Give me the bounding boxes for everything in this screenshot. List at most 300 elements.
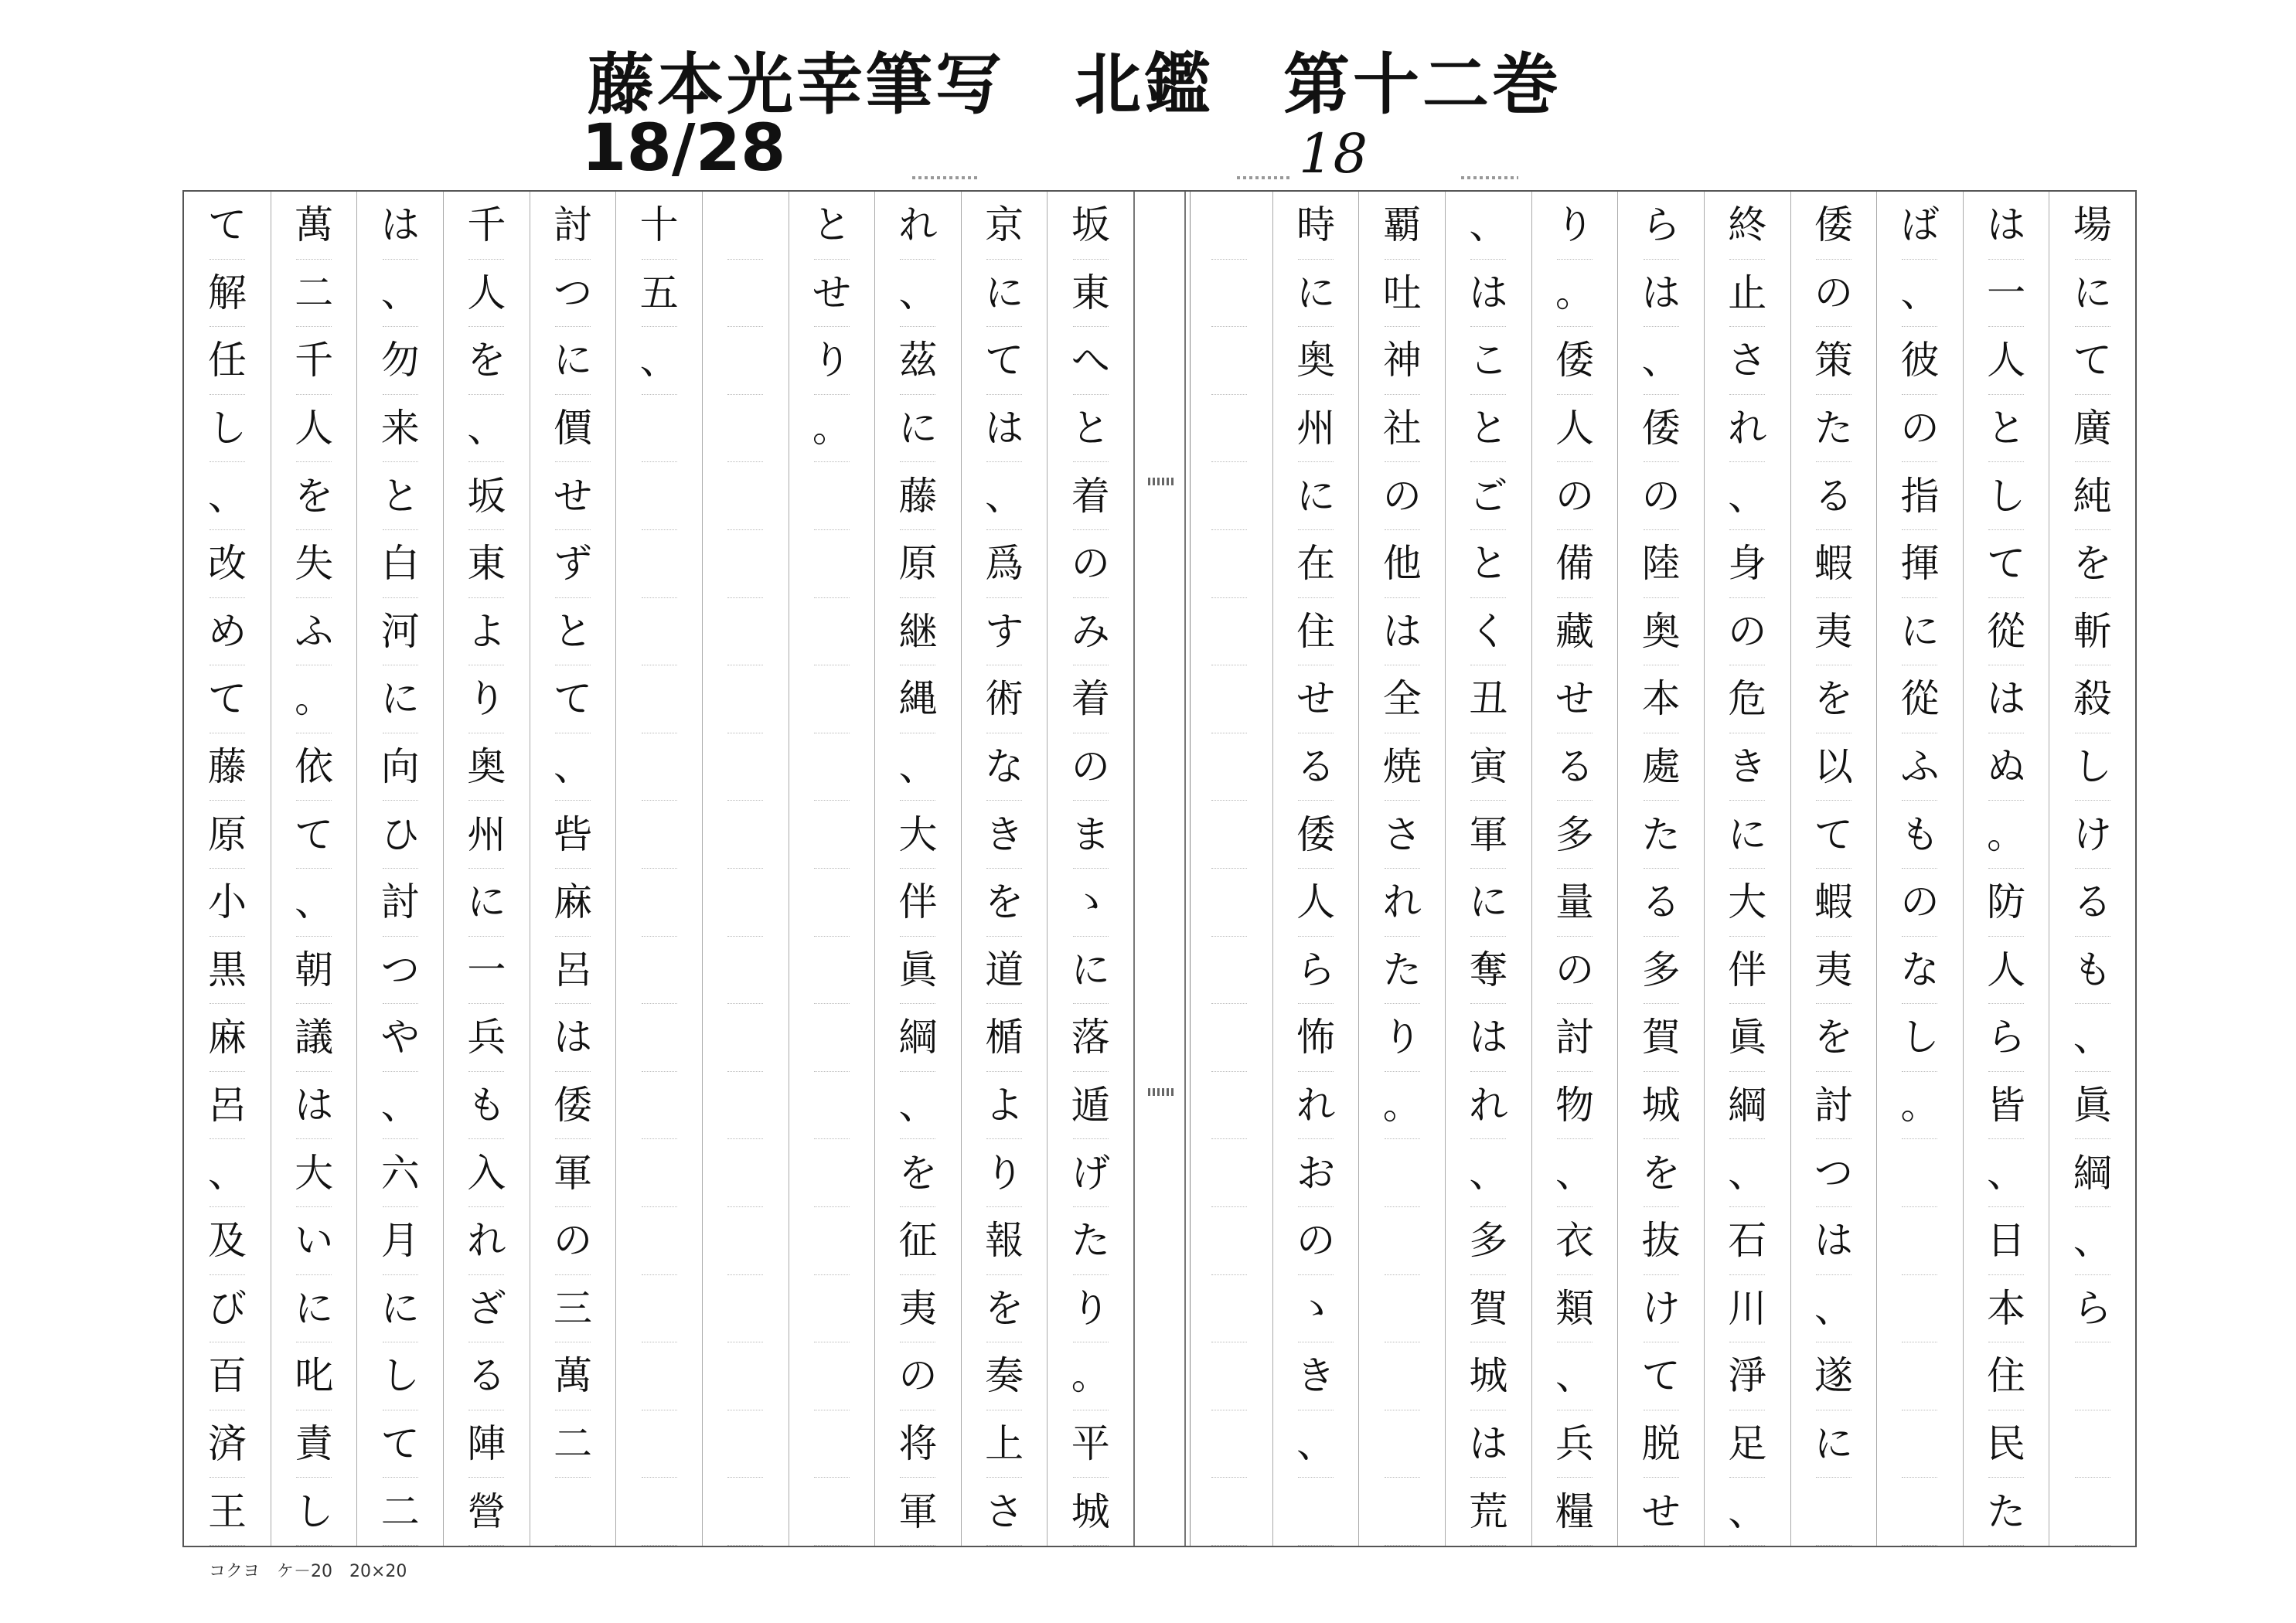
manuscript-cell: せ (1644, 1478, 1679, 1546)
manuscript-cell: 危 (1729, 665, 1765, 733)
manuscript-cell (642, 395, 677, 463)
manuscript-cell: 。 (1902, 1072, 1937, 1140)
manuscript-cell: の (1816, 260, 1851, 328)
manuscript-cell: 指 (1902, 462, 1937, 530)
manuscript-cell: 價 (555, 395, 591, 463)
manuscript-cell: 千 (296, 327, 332, 395)
manuscript-cell: 二 (296, 260, 332, 328)
manuscript-cell (727, 1342, 763, 1410)
manuscript-cell: 人 (296, 395, 332, 463)
manuscript-cell: 石 (1729, 1207, 1765, 1275)
manuscript-cell: の (1073, 733, 1109, 801)
manuscript-cell: び (210, 1275, 245, 1343)
manuscript-cell: せ (814, 260, 850, 328)
manuscript-cell: 任 (210, 327, 245, 395)
manuscript-cell: 覇 (1385, 192, 1420, 260)
manuscript-cell (642, 1275, 677, 1343)
manuscript-cell (1211, 1004, 1247, 1072)
manuscript-cell: 類 (1557, 1275, 1593, 1343)
manuscript-cell: 白 (383, 530, 418, 598)
manuscript-cell: 。 (1385, 1072, 1420, 1140)
manuscript-cell: て (1988, 530, 2024, 598)
manuscript-cell (1211, 1478, 1247, 1546)
manuscript-cell (642, 801, 677, 869)
manuscript-cell (1211, 937, 1247, 1005)
manuscript-cell (727, 1072, 763, 1140)
manuscript-cell: 済 (210, 1410, 245, 1478)
manuscript-cell: て (296, 801, 332, 869)
manuscript-cell: な (1902, 937, 1937, 1005)
manuscript-cell: の (900, 1342, 935, 1410)
manuscript-cell: の (1557, 937, 1593, 1005)
manuscript-cell: に (1729, 801, 1765, 869)
manuscript-cell: 、 (1729, 1478, 1765, 1546)
manuscript-cell: 藤 (210, 733, 245, 801)
manuscript-cell: 丑 (1470, 665, 1506, 733)
manuscript-cell (1211, 1207, 1247, 1275)
manuscript-cell: ず (555, 530, 591, 598)
manuscript-column (1272, 192, 1359, 1546)
manuscript-cell: ご (1470, 462, 1506, 530)
manuscript-column (530, 192, 616, 1546)
manuscript-cell: を (1816, 665, 1851, 733)
manuscript-cell (1902, 1207, 1937, 1275)
manuscript-cell: 、 (642, 327, 677, 395)
manuscript-cell: 、 (1988, 1139, 2024, 1207)
manuscript-cell (814, 1410, 850, 1478)
manuscript-cell: れ (1470, 1072, 1506, 1140)
divider (1461, 176, 1518, 179)
manuscript-cell: 黒 (210, 937, 245, 1005)
manuscript-cell: ぬ (1988, 733, 2024, 801)
manuscript-left-half (184, 192, 1135, 1546)
manuscript-cell: 足 (1729, 1410, 1765, 1478)
manuscript-cell: 奥 (1644, 598, 1679, 666)
manuscript-cell: つ (1816, 1139, 1851, 1207)
manuscript-cell: 殺 (2075, 665, 2110, 733)
manuscript-cell (1211, 801, 1247, 869)
manuscript-cell: 量 (1557, 869, 1593, 937)
manuscript-cell: 。 (296, 665, 332, 733)
manuscript-column (271, 192, 357, 1546)
manuscript-cell: に (1816, 1410, 1851, 1478)
manuscript-cell: は (1644, 260, 1679, 328)
manuscript-cell (814, 1207, 850, 1275)
paper-brand: コクヨ ケ－20 20×20 (209, 1562, 407, 1581)
manuscript-cell: に (1902, 598, 1937, 666)
manuscript-cell: て (210, 192, 245, 260)
manuscript-cell (1298, 1478, 1334, 1546)
manuscript-cell: れ (1385, 869, 1420, 937)
manuscript-cell: 處 (1644, 733, 1679, 801)
manuscript-cell: て (2075, 327, 2110, 395)
manuscript-cell: 本 (1988, 1275, 2024, 1343)
manuscript-cell (642, 937, 677, 1005)
manuscript-cell: 麻 (210, 1004, 245, 1072)
manuscript-cell (727, 1275, 763, 1343)
manuscript-cell: し (2075, 733, 2110, 801)
manuscript-cell: 脱 (1644, 1410, 1679, 1478)
manuscript-cell: 一 (468, 937, 504, 1005)
manuscript-cell: て (1644, 1342, 1679, 1410)
manuscript-cell: 叱 (296, 1342, 332, 1410)
manuscript-cell: 賀 (1470, 1275, 1506, 1343)
manuscript-cell: を (986, 869, 1022, 937)
manuscript-cell: せ (1557, 665, 1593, 733)
manuscript-cell: 人 (1988, 937, 2024, 1005)
manuscript-cell: 、 (1729, 462, 1765, 530)
manuscript-cell (642, 1478, 677, 1546)
manuscript-cell: り (1557, 192, 1593, 260)
manuscript-cell (1902, 1275, 1937, 1343)
manuscript-cell: 二 (555, 1410, 591, 1478)
manuscript-cell: 夷 (1816, 598, 1851, 666)
manuscript-cell (642, 1342, 677, 1410)
manuscript-cell: け (1644, 1275, 1679, 1343)
manuscript-cell: に (296, 1275, 332, 1343)
manuscript-cell: 河 (383, 598, 418, 666)
manuscript-cell: お (1298, 1139, 1334, 1207)
manuscript-cell: を (296, 462, 332, 530)
manuscript-cell (1211, 530, 1247, 598)
manuscript-cell: れ (468, 1207, 504, 1275)
manuscript-cell (814, 598, 850, 666)
manuscript-cell (2075, 1478, 2110, 1546)
manuscript-cell: 、 (1902, 260, 1937, 328)
manuscript-cell: 依 (296, 733, 332, 801)
manuscript-cell: と (814, 192, 850, 260)
manuscript-cell: れ (900, 192, 935, 260)
manuscript-cell (642, 1004, 677, 1072)
manuscript-cell: ざ (468, 1275, 504, 1343)
manuscript-cell: 本 (1644, 665, 1679, 733)
manuscript-cell: 月 (383, 1207, 418, 1275)
manuscript-cell: 人 (1298, 869, 1334, 937)
manuscript-cell: は (986, 395, 1022, 463)
manuscript-cell: く (1470, 598, 1506, 666)
manuscript-cell (1211, 192, 1247, 260)
manuscript-cell: ゝ (1073, 869, 1109, 937)
manuscript-cell: 以 (1816, 733, 1851, 801)
manuscript-cell: 綱 (900, 1004, 935, 1072)
manuscript-cell: 兵 (468, 1004, 504, 1072)
manuscript-cell: と (1988, 395, 2024, 463)
divider (1237, 176, 1291, 179)
manuscript-cell (727, 598, 763, 666)
manuscript-cell: 、 (1816, 1275, 1851, 1343)
manuscript-cell: て (555, 665, 591, 733)
manuscript-cell (1902, 1139, 1937, 1207)
manuscript-cell: 責 (296, 1410, 332, 1478)
manuscript-cell: て (210, 665, 245, 733)
manuscript-cell: と (383, 462, 418, 530)
manuscript-column (1617, 192, 1704, 1546)
manuscript-cell: 、 (986, 462, 1022, 530)
manuscript-cell: 終 (1729, 192, 1765, 260)
manuscript-cell (1211, 1139, 1247, 1207)
manuscript-cell: た (1644, 801, 1679, 869)
manuscript-column (1876, 192, 1963, 1546)
manuscript-cell: の (1729, 598, 1765, 666)
manuscript-cell: と (1470, 530, 1506, 598)
manuscript-cell: 綱 (1729, 1072, 1765, 1140)
manuscript-cell: 茲 (900, 327, 935, 395)
manuscript-cell (727, 869, 763, 937)
manuscript-cell: 在 (1298, 530, 1334, 598)
manuscript-cell: 眞 (2075, 1072, 2110, 1140)
manuscript-cell (1211, 1342, 1247, 1410)
manuscript-cell: 、 (1557, 1342, 1593, 1410)
manuscript-cell: 、 (1644, 327, 1679, 395)
manuscript-cell: 遂 (1816, 1342, 1851, 1410)
manuscript-cell: 場 (2075, 192, 2110, 260)
manuscript-cell: ば (1902, 192, 1937, 260)
manuscript-cell: し (210, 395, 245, 463)
manuscript-cell (727, 801, 763, 869)
manuscript-cell: を (468, 327, 504, 395)
manuscript-cell: も (2075, 937, 2110, 1005)
manuscript-cell: 民 (1988, 1410, 2024, 1478)
manuscript-cell: 大 (900, 801, 935, 869)
manuscript-cell: 策 (1816, 327, 1851, 395)
manuscript-cell: 奥 (468, 733, 504, 801)
manuscript-cell: 。 (1557, 260, 1593, 328)
manuscript-column (2049, 192, 2135, 1546)
manuscript-cell: 吐 (1385, 260, 1420, 328)
manuscript-cell: 上 (986, 1410, 1022, 1478)
manuscript-cell (1211, 1072, 1247, 1140)
manuscript-cell (814, 937, 850, 1005)
page-number: 18/28 (581, 110, 786, 185)
manuscript-right-half (1184, 192, 2135, 1546)
manuscript-cell (1211, 869, 1247, 937)
manuscript-cell (642, 1410, 677, 1478)
manuscript-cell: 奪 (1470, 937, 1506, 1005)
manuscript-cell: を (1644, 1139, 1679, 1207)
manuscript-cell (727, 530, 763, 598)
manuscript-cell: 軍 (1470, 801, 1506, 869)
manuscript-cell: ら (1988, 1004, 2024, 1072)
manuscript-cell: 夷 (1816, 937, 1851, 1005)
manuscript-cell: 失 (296, 530, 332, 598)
manuscript-cell: 向 (383, 733, 418, 801)
manuscript-column (1445, 192, 1531, 1546)
manuscript-cell (727, 462, 763, 530)
manuscript-cell (642, 1072, 677, 1140)
manuscript-cell: の (1073, 530, 1109, 598)
manuscript-cell: た (1988, 1478, 2024, 1546)
manuscript-cell: 蝦 (1816, 530, 1851, 598)
manuscript-cell: 百 (210, 1342, 245, 1410)
manuscript-cell: よ (468, 598, 504, 666)
manuscript-cell: 、 (210, 462, 245, 530)
manuscript-cell (814, 801, 850, 869)
manuscript-cell: 爲 (986, 530, 1022, 598)
manuscript-cell: の (1385, 462, 1420, 530)
manuscript-cell: 原 (900, 530, 935, 598)
manuscript-cell: 京 (986, 192, 1022, 260)
manuscript-cell: 楯 (986, 1004, 1022, 1072)
manuscript-cell: 陣 (468, 1410, 504, 1478)
manuscript-cell: 軍 (555, 1139, 591, 1207)
manuscript-cell (555, 1478, 591, 1546)
manuscript-cell: け (2075, 801, 2110, 869)
manuscript-cell: 人 (1988, 327, 2024, 395)
manuscript-cell: 止 (1729, 260, 1765, 328)
manuscript-cell (814, 1275, 850, 1343)
manuscript-cell: き (1298, 1342, 1334, 1410)
manuscript-cell: と (1470, 395, 1506, 463)
manuscript-cell (814, 1004, 850, 1072)
manuscript-cell: る (1816, 462, 1851, 530)
manuscript-cell (727, 1004, 763, 1072)
manuscript-cell: 討 (555, 192, 591, 260)
manuscript-cell: を (986, 1275, 1022, 1343)
manuscript-cell: 大 (296, 1139, 332, 1207)
manuscript-cell: の (1902, 395, 1937, 463)
fold-mark (1148, 478, 1176, 485)
manuscript-cell: 多 (1470, 1207, 1506, 1275)
manuscript-column (443, 192, 530, 1546)
manuscript-cell: の (1644, 462, 1679, 530)
manuscript-cell: ゝ (1298, 1275, 1334, 1343)
manuscript-cell: 着 (1073, 462, 1109, 530)
manuscript-cell: ふ (296, 598, 332, 666)
manuscript-cell: 勿 (383, 327, 418, 395)
manuscript-column (1047, 192, 1133, 1546)
manuscript-cell: 伴 (900, 869, 935, 937)
manuscript-cell (814, 1139, 850, 1207)
manuscript-cell: 抜 (1644, 1207, 1679, 1275)
manuscript-cell: り (986, 1139, 1022, 1207)
manuscript-cell: に (1470, 869, 1506, 937)
manuscript-cell: き (1729, 733, 1765, 801)
manuscript-cell: 多 (1644, 937, 1679, 1005)
manuscript-column (1531, 192, 1618, 1546)
manuscript-cell: 呰 (555, 801, 591, 869)
manuscript-cell: 軍 (900, 1478, 935, 1546)
manuscript-cell (1211, 598, 1247, 666)
manuscript-cell: 多 (1557, 801, 1593, 869)
manuscript-cell: 、 (383, 260, 418, 328)
manuscript-cell: ま (1073, 801, 1109, 869)
manuscript-cell (814, 462, 850, 530)
manuscript-cell (1385, 1275, 1420, 1343)
manuscript-cell: 州 (468, 801, 504, 869)
manuscript-cell: り (468, 665, 504, 733)
manuscript-cell (642, 869, 677, 937)
manuscript-cell: に (2075, 260, 2110, 328)
manuscript-cell (1902, 1410, 1937, 1478)
manuscript-cell: て (986, 327, 1022, 395)
manuscript-column (1186, 192, 1272, 1546)
manuscript-cell: 備 (1557, 530, 1593, 598)
manuscript-cell: 遁 (1073, 1072, 1109, 1140)
manuscript-cell: た (1385, 937, 1420, 1005)
manuscript-cell: 討 (383, 869, 418, 937)
manuscript-cell (1211, 1275, 1247, 1343)
manuscript-cell: 坂 (468, 462, 504, 530)
manuscript-cell: に (900, 395, 935, 463)
manuscript-cell (727, 665, 763, 733)
manuscript-cell: れ (1298, 1072, 1334, 1140)
manuscript-cell (1211, 733, 1247, 801)
manuscript-column (356, 192, 443, 1546)
manuscript-cell: 、 (2075, 1207, 2110, 1275)
manuscript-cell: て (383, 1410, 418, 1478)
manuscript-cell: 萬 (555, 1342, 591, 1410)
manuscript-cell: 原 (210, 801, 245, 869)
manuscript-cell (642, 598, 677, 666)
manuscript-cell: 奥 (1298, 327, 1334, 395)
manuscript-cell: 彼 (1902, 327, 1937, 395)
manuscript-cell: 綱 (2075, 1139, 2110, 1207)
manuscript-cell: 二 (383, 1478, 418, 1546)
manuscript-cell (1385, 1139, 1420, 1207)
manuscript-cell (1211, 1410, 1247, 1478)
manuscript-cell (642, 462, 677, 530)
manuscript-cell: ら (1644, 192, 1679, 260)
manuscript-cell (642, 665, 677, 733)
manuscript-cell: に (1298, 260, 1334, 328)
manuscript-cell: 眞 (900, 937, 935, 1005)
manuscript-cell: 藏 (1557, 598, 1593, 666)
manuscript-cell (727, 1478, 763, 1546)
manuscript-cell: 城 (1073, 1478, 1109, 1546)
manuscript-cell: 從 (1988, 598, 2024, 666)
manuscript-cell: 蝦 (1816, 869, 1851, 937)
manuscript-cell: 東 (1073, 260, 1109, 328)
manuscript-cell: 呂 (210, 1072, 245, 1140)
manuscript-cell: 三 (555, 1275, 591, 1343)
manuscript-cell: こ (1470, 327, 1506, 395)
manuscript-cell: 、 (900, 260, 935, 328)
manuscript-cell: の (555, 1207, 591, 1275)
manuscript-cell: せ (1298, 665, 1334, 733)
manuscript-cell: よ (986, 1072, 1022, 1140)
manuscript-cell: 萬 (296, 192, 332, 260)
manuscript-cell: る (468, 1342, 504, 1410)
manuscript-cell: 倭 (1644, 395, 1679, 463)
manuscript-cell: ふ (1902, 733, 1937, 801)
handwritten-page-number: 18 (1299, 122, 1368, 185)
manuscript-cell: 討 (1816, 1072, 1851, 1140)
manuscript-cell: 王 (210, 1478, 245, 1546)
manuscript-cell: 倭 (555, 1072, 591, 1140)
manuscript-cell: ら (1298, 937, 1334, 1005)
manuscript-cell: 住 (1298, 598, 1334, 666)
manuscript-cell: 城 (1470, 1342, 1506, 1410)
manuscript-cell: 入 (468, 1139, 504, 1207)
manuscript-cell: は (1470, 1410, 1506, 1478)
manuscript-cell: 縄 (900, 665, 935, 733)
manuscript-cell (642, 530, 677, 598)
manuscript-column (184, 192, 271, 1546)
manuscript-cell: は (1470, 260, 1506, 328)
manuscript-cell: 兵 (1557, 1410, 1593, 1478)
manuscript-cell: 斬 (2075, 598, 2110, 666)
manuscript-cell: 、 (900, 733, 935, 801)
manuscript-cell (1211, 260, 1247, 328)
manuscript-cell: 議 (296, 1004, 332, 1072)
manuscript-cell: 大 (1729, 869, 1765, 937)
manuscript-cell: は (1385, 598, 1420, 666)
manuscript-cell: 、 (2075, 1004, 2110, 1072)
manuscript-cell: 、 (468, 395, 504, 463)
manuscript-cell: 、 (900, 1072, 935, 1140)
manuscript-cell: る (2075, 869, 2110, 937)
manuscript-cell: 從 (1902, 665, 1937, 733)
